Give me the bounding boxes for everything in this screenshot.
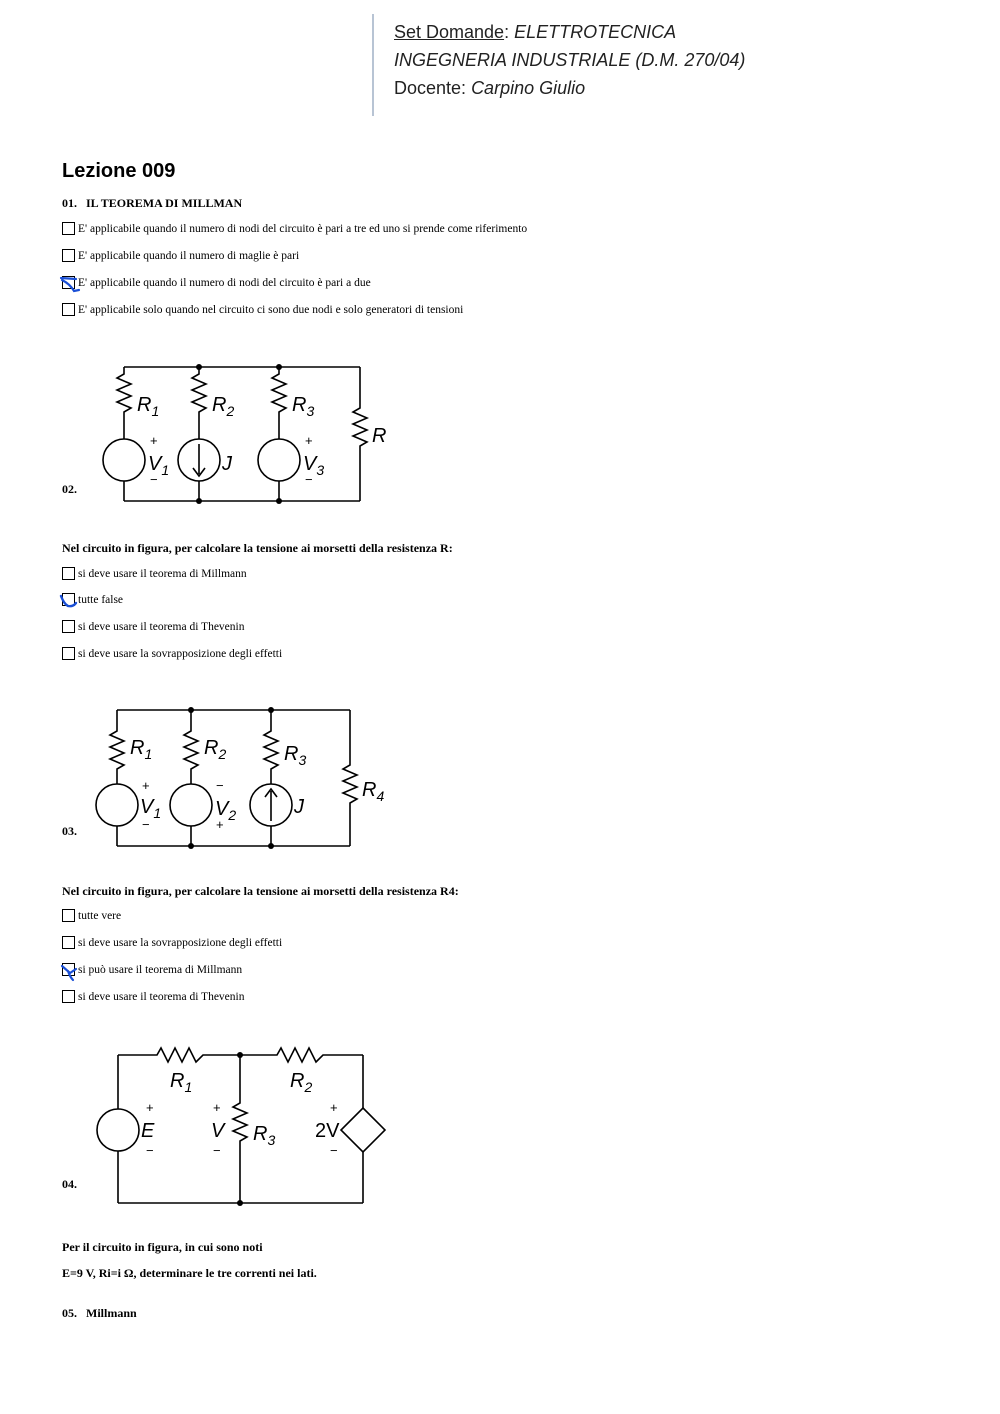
plus-sign: + [150, 433, 158, 448]
option-label: si deve usare la sovrapposizione degli effetti [78, 936, 283, 949]
question-05-heading [62, 1306, 137, 1321]
checkbox[interactable] [62, 909, 75, 922]
plus-sign: + [216, 817, 224, 832]
plus-sign: + [146, 1100, 154, 1115]
label-r1: $R_1$ [130, 737, 153, 762]
minus-sign: − [150, 472, 158, 487]
pen-check-mark-icon [58, 274, 84, 294]
checkbox[interactable] [62, 647, 75, 660]
label-2v: 2V [315, 1120, 340, 1142]
plus-sign: + [213, 1100, 221, 1115]
option-label: tutte false [78, 593, 124, 606]
label-r3: $R_3$ [253, 1123, 276, 1148]
label-v: V [211, 1120, 225, 1142]
label-e: E [141, 1120, 155, 1142]
set-domande-label: Set Domande [394, 22, 505, 42]
q1-option-2[interactable] [62, 249, 299, 262]
q2-option-4[interactable] [62, 647, 282, 660]
plus-sign: + [330, 1100, 338, 1115]
circuit-diagram-q4 [95, 1045, 395, 1210]
option-label: E' applicabile quando il numero di maglie è pari [78, 249, 300, 262]
minus-sign: − [213, 1143, 221, 1158]
minus-sign: − [146, 1143, 154, 1158]
checkbox[interactable] [62, 936, 75, 949]
q1-option-4[interactable] [62, 303, 463, 316]
plus-sign: + [142, 778, 150, 793]
label-v3: $V_3$ [303, 453, 325, 478]
checkbox[interactable] [62, 222, 75, 235]
option-label: si deve usare la sovrapposizione degli effetti [78, 647, 283, 660]
checkbox[interactable] [62, 249, 75, 262]
checkbox[interactable] [62, 990, 75, 1003]
question-01-title: IL TEOREMA DI MILLMAN [86, 196, 243, 210]
q2-option-3[interactable] [62, 620, 244, 633]
label-j: J [222, 453, 232, 475]
label-v1: $V_1$ [148, 453, 170, 478]
label-r3: $R_3$ [284, 743, 307, 768]
docente-label: Docente: [394, 78, 467, 98]
minus-sign: − [142, 817, 150, 832]
q3-option-4[interactable] [62, 990, 244, 1003]
label-r: R [372, 425, 387, 447]
minus-sign: − [305, 472, 313, 487]
q1-option-3[interactable] [62, 276, 371, 289]
course-name: INGEGNERIA INDUSTRIALE (D.M. 270/04) [394, 50, 746, 70]
minus-sign: − [216, 778, 224, 793]
question-05-number: 05. [62, 1306, 77, 1320]
label-r1: $R_1$ [137, 394, 160, 419]
label-r3: $R_3$ [292, 394, 315, 419]
option-label: si deve usare il teorema di Millmann [78, 567, 247, 580]
option-label: si deve usare il teorema di Thevenin [78, 990, 245, 1003]
checkbox[interactable] [62, 620, 75, 633]
question-04-text-line1: Per il circuito in figura, in cui sono noti [62, 1240, 263, 1254]
question-03-number: 03. [62, 824, 77, 838]
question-02-text: Nel circuito in figura, per calcolare la tensione ai morsetti della resistenza R: [62, 541, 453, 555]
set-domande-value: ELETTROTECNICA [514, 22, 677, 42]
q3-option-1[interactable] [62, 909, 121, 922]
label-j: J [294, 796, 304, 818]
option-label: E' applicabile quando il numero di nodi del circuito è pari a tre ed uno si prende come riferimento [78, 222, 528, 235]
circuit-diagram-q2 [100, 360, 400, 510]
question-03-text: Nel circuito in figura, per calcolare la tensione ai morsetti della resistenza R4: [62, 884, 459, 898]
question-04-number: 04. [62, 1177, 77, 1191]
pen-check-mark-icon [58, 962, 82, 982]
label-r4: $R_4$ [362, 779, 385, 804]
label-r1: $R_1$ [170, 1070, 193, 1095]
course-line [394, 50, 745, 71]
option-label: E' applicabile quando il numero di nodi del circuito è pari a due [78, 276, 371, 289]
question-05-title: Millmann [86, 1306, 137, 1320]
docente-line [394, 78, 585, 99]
option-label: tutte vere [78, 909, 122, 922]
circuit-diagram-q3 [95, 705, 395, 855]
docente-name: Carpino Giulio [471, 78, 586, 98]
label-r2: $R_2$ [212, 394, 235, 419]
label-v1: $V_1$ [140, 796, 162, 821]
question-01-number: 01. [62, 196, 77, 210]
set-domande-colon: : [504, 22, 510, 42]
q3-option-2[interactable] [62, 936, 282, 949]
checkbox[interactable] [62, 303, 75, 316]
option-label: E' applicabile solo quando nel circuito ci sono due nodi e solo generatori di tensioni [78, 303, 464, 316]
q2-option-1[interactable] [62, 567, 247, 580]
question-04-text-line2: E=9 V, Ri=i Ω, determinare le tre correnti nei lati. [62, 1266, 317, 1280]
set-domande-line [394, 22, 676, 43]
label-r2: $R_2$ [204, 737, 227, 762]
label-r2: $R_2$ [290, 1070, 313, 1095]
plus-sign: + [305, 433, 313, 448]
document-header [372, 14, 974, 116]
option-label: si deve usare il teorema di Thevenin [78, 620, 245, 633]
option-label: si può usare il teorema di Millmann [78, 963, 243, 976]
minus-sign: − [330, 1143, 338, 1158]
q3-option-3[interactable] [62, 963, 242, 976]
checkbox[interactable] [62, 567, 75, 580]
question-01-heading [62, 196, 242, 211]
pen-check-mark-icon [58, 592, 82, 610]
q1-option-1[interactable] [62, 222, 527, 235]
question-02-number: 02. [62, 482, 77, 496]
lesson-title: Lezione 009 [62, 160, 176, 182]
label-v2: $V_2$ [215, 798, 237, 823]
